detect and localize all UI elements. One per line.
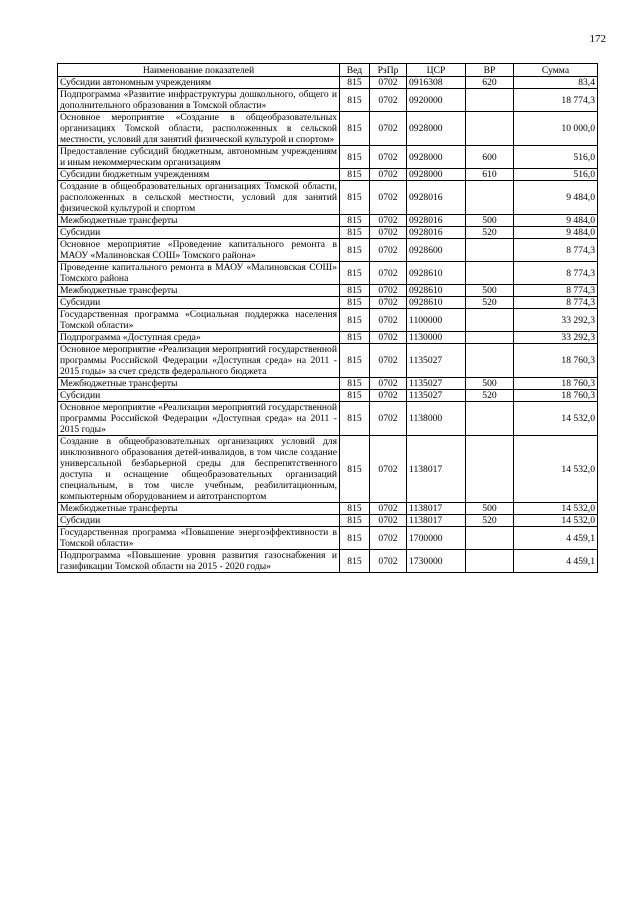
table-row	[58, 344, 598, 378]
cell-rzpr: 0702	[370, 112, 407, 146]
cell-vr	[466, 527, 514, 550]
cell-ved: 815	[340, 378, 370, 390]
cell-rzpr: 0702	[370, 297, 407, 309]
cell-csr: 0928000	[407, 169, 466, 181]
cell-name: Подпрограмма «Доступная среда»	[58, 332, 340, 344]
cell-vr: 520	[466, 227, 514, 239]
table-row	[58, 550, 598, 573]
cell-vr: 500	[466, 215, 514, 227]
cell-csr: 1135027	[407, 378, 466, 390]
cell-ved: 815	[340, 169, 370, 181]
cell-vr: 500	[466, 503, 514, 515]
cell-name: Субсидии	[58, 297, 340, 309]
cell-name: Основное мероприятие «Создание в общеобразовательных организациях Томской области, расположенных в сельской местности, условий для занятий физической культурой и спортом»	[58, 112, 340, 146]
cell-rzpr: 0702	[370, 169, 407, 181]
cell-name: Подпрограмма «Развитие инфраструктуры дошкольного, общего и дополнительного образования в Томской области»	[58, 89, 340, 112]
cell-rzpr: 0702	[370, 181, 407, 215]
cell-ved: 815	[340, 77, 370, 89]
cell-name: Субсидии	[58, 227, 340, 239]
cell-sum: 8 774,3	[514, 297, 598, 309]
cell-rzpr: 0702	[370, 332, 407, 344]
table-row	[58, 309, 598, 332]
cell-sum: 14 532,0	[514, 503, 598, 515]
header-name: Наименование показателей	[58, 64, 340, 77]
cell-ved: 815	[340, 215, 370, 227]
cell-ved: 815	[340, 344, 370, 378]
cell-vr: 600	[466, 146, 514, 169]
table-row	[58, 112, 598, 146]
cell-name: Основное мероприятие «Проведение капитального ремонта в МАОУ «Малиновская СОШ» Томского района»	[58, 239, 340, 262]
cell-ved: 815	[340, 181, 370, 215]
cell-name: Создание в общеобразовательных организациях условий для инклюзивного образования детей-инвалидов, в том числе создание универсальной безбарьерной среды для беспрепятственного доступа и оснащение общеобразовательных организаций специальным, в том числе учебным, реабилитационным, компьютерным оборудованием и автотранспортом	[58, 436, 340, 503]
cell-sum: 33 292,3	[514, 332, 598, 344]
cell-ved: 815	[340, 402, 370, 436]
cell-csr: 1138017	[407, 436, 466, 503]
table-row	[58, 503, 598, 515]
cell-csr: 0928016	[407, 227, 466, 239]
cell-vr: 520	[466, 390, 514, 402]
cell-rzpr: 0702	[370, 527, 407, 550]
cell-csr: 1100000	[407, 309, 466, 332]
cell-rzpr: 0702	[370, 309, 407, 332]
cell-csr: 1138000	[407, 402, 466, 436]
cell-name: Основное мероприятие «Реализация мероприятий государственной программы Российской Федерации «Доступная среда» на 2011 - 2015 годы» за счет средств федерального бюджета	[58, 344, 340, 378]
cell-rzpr: 0702	[370, 239, 407, 262]
cell-vr	[466, 181, 514, 215]
cell-csr: 0928000	[407, 112, 466, 146]
cell-sum: 516,0	[514, 169, 598, 181]
table-row	[58, 262, 598, 285]
cell-ved: 815	[340, 436, 370, 503]
cell-ved: 815	[340, 239, 370, 262]
cell-rzpr: 0702	[370, 550, 407, 573]
table-row	[58, 215, 598, 227]
table-row	[58, 89, 598, 112]
cell-vr	[466, 332, 514, 344]
cell-ved: 815	[340, 390, 370, 402]
table-row	[58, 77, 598, 89]
cell-csr: 0920000	[407, 89, 466, 112]
table-row	[58, 227, 598, 239]
cell-csr: 0928016	[407, 181, 466, 215]
cell-sum: 18 760,3	[514, 378, 598, 390]
cell-vr	[466, 344, 514, 378]
cell-vr: 520	[466, 515, 514, 527]
table-row	[58, 181, 598, 215]
cell-csr: 1138017	[407, 503, 466, 515]
cell-vr: 500	[466, 285, 514, 297]
cell-ved: 815	[340, 503, 370, 515]
cell-name: Предоставление субсидий бюджетным, автономным учреждениям и иным некоммерческим организациям	[58, 146, 340, 169]
cell-rzpr: 0702	[370, 227, 407, 239]
cell-name: Подпрограмма «Повышение уровня развития газоснабжения и газификации Томской области на 2015 - 2020 годы»	[58, 550, 340, 573]
cell-csr: 1130000	[407, 332, 466, 344]
cell-vr	[466, 436, 514, 503]
cell-name: Создание в общеобразовательных организациях Томской области, расположенных в сельской местности, условий для занятий физической культурой и спортом	[58, 181, 340, 215]
cell-csr: 1730000	[407, 550, 466, 573]
cell-name: Государственная программа «Повышение энергоэффективности в Томской области»	[58, 527, 340, 550]
table-row	[58, 527, 598, 550]
cell-vr: 610	[466, 169, 514, 181]
cell-name: Основное мероприятие «Реализация мероприятий государственной программы Российской Федерации «Доступная среда» на 2011 - 2015 годы»	[58, 402, 340, 436]
cell-csr: 1138017	[407, 515, 466, 527]
cell-sum: 18 760,3	[514, 390, 598, 402]
table-body	[58, 77, 598, 573]
table-row	[58, 515, 598, 527]
cell-vr: 620	[466, 77, 514, 89]
cell-rzpr: 0702	[370, 515, 407, 527]
cell-sum: 9 484,0	[514, 215, 598, 227]
cell-sum: 83,4	[514, 77, 598, 89]
cell-sum: 9 484,0	[514, 227, 598, 239]
cell-rzpr: 0702	[370, 402, 407, 436]
cell-csr: 1135027	[407, 390, 466, 402]
cell-ved: 815	[340, 227, 370, 239]
header-vr: ВР	[466, 64, 514, 77]
cell-name: Субсидии	[58, 515, 340, 527]
cell-ved: 815	[340, 112, 370, 146]
cell-name: Межбюджетные трансферты	[58, 285, 340, 297]
table-row	[58, 239, 598, 262]
cell-csr: 0916308	[407, 77, 466, 89]
page-number: 172	[589, 33, 606, 45]
cell-sum: 18 774,3	[514, 89, 598, 112]
table-row	[58, 402, 598, 436]
cell-ved: 815	[340, 262, 370, 285]
cell-sum: 18 760,3	[514, 344, 598, 378]
cell-csr: 0928000	[407, 146, 466, 169]
table-row	[58, 390, 598, 402]
cell-sum: 516,0	[514, 146, 598, 169]
cell-vr	[466, 402, 514, 436]
table-row	[58, 332, 598, 344]
cell-ved: 815	[340, 332, 370, 344]
cell-sum: 33 292,3	[514, 309, 598, 332]
cell-name: Проведение капитального ремонта в МАОУ «Малиновская СОШ» Томского района	[58, 262, 340, 285]
cell-sum: 8 774,3	[514, 239, 598, 262]
cell-ved: 815	[340, 297, 370, 309]
cell-ved: 815	[340, 146, 370, 169]
cell-vr	[466, 112, 514, 146]
cell-sum: 4 459,1	[514, 527, 598, 550]
cell-name: Субсидии автономным учреждениям	[58, 77, 340, 89]
cell-ved: 815	[340, 309, 370, 332]
cell-name: Межбюджетные трансферты	[58, 503, 340, 515]
cell-csr: 0928610	[407, 297, 466, 309]
header-ved: Вед	[340, 64, 370, 77]
cell-csr: 0928610	[407, 262, 466, 285]
table-row	[58, 169, 598, 181]
cell-ved: 815	[340, 515, 370, 527]
cell-ved: 815	[340, 550, 370, 573]
table-row	[58, 378, 598, 390]
cell-csr: 0928610	[407, 285, 466, 297]
cell-vr	[466, 309, 514, 332]
cell-ved: 815	[340, 285, 370, 297]
cell-vr: 500	[466, 378, 514, 390]
cell-name: Межбюджетные трансферты	[58, 215, 340, 227]
cell-csr: 0928600	[407, 239, 466, 262]
cell-sum: 8 774,3	[514, 262, 598, 285]
cell-vr	[466, 89, 514, 112]
table-row	[58, 436, 598, 503]
cell-sum: 9 484,0	[514, 181, 598, 215]
cell-sum: 14 532,0	[514, 515, 598, 527]
cell-csr: 0928016	[407, 215, 466, 227]
cell-rzpr: 0702	[370, 503, 407, 515]
table-row	[58, 297, 598, 309]
cell-name: Субсидии	[58, 390, 340, 402]
cell-sum: 4 459,1	[514, 550, 598, 573]
table-row	[58, 146, 598, 169]
cell-rzpr: 0702	[370, 436, 407, 503]
cell-vr	[466, 239, 514, 262]
cell-sum: 8 774,3	[514, 285, 598, 297]
cell-vr: 520	[466, 297, 514, 309]
cell-rzpr: 0702	[370, 344, 407, 378]
cell-csr: 1700000	[407, 527, 466, 550]
cell-sum: 14 532,0	[514, 402, 598, 436]
cell-rzpr: 0702	[370, 77, 407, 89]
cell-rzpr: 0702	[370, 89, 407, 112]
cell-sum: 14 532,0	[514, 436, 598, 503]
budget-table	[57, 63, 598, 573]
cell-rzpr: 0702	[370, 285, 407, 297]
cell-name: Государственная программа «Социальная поддержка населения Томской области»	[58, 309, 340, 332]
header-csr: ЦСР	[407, 64, 466, 77]
cell-ved: 815	[340, 89, 370, 112]
cell-ved: 815	[340, 527, 370, 550]
cell-rzpr: 0702	[370, 215, 407, 227]
cell-name: Субсидии бюджетным учреждениям	[58, 169, 340, 181]
cell-name: Межбюджетные трансферты	[58, 378, 340, 390]
table-header-row	[58, 64, 598, 77]
cell-rzpr: 0702	[370, 262, 407, 285]
cell-vr	[466, 262, 514, 285]
header-rzpr: РзПр	[370, 64, 407, 77]
cell-sum: 10 000,0	[514, 112, 598, 146]
header-sum: Сумма	[514, 64, 598, 77]
cell-rzpr: 0702	[370, 390, 407, 402]
cell-rzpr: 0702	[370, 378, 407, 390]
table-row	[58, 285, 598, 297]
cell-vr	[466, 550, 514, 573]
cell-rzpr: 0702	[370, 146, 407, 169]
cell-csr: 1135027	[407, 344, 466, 378]
